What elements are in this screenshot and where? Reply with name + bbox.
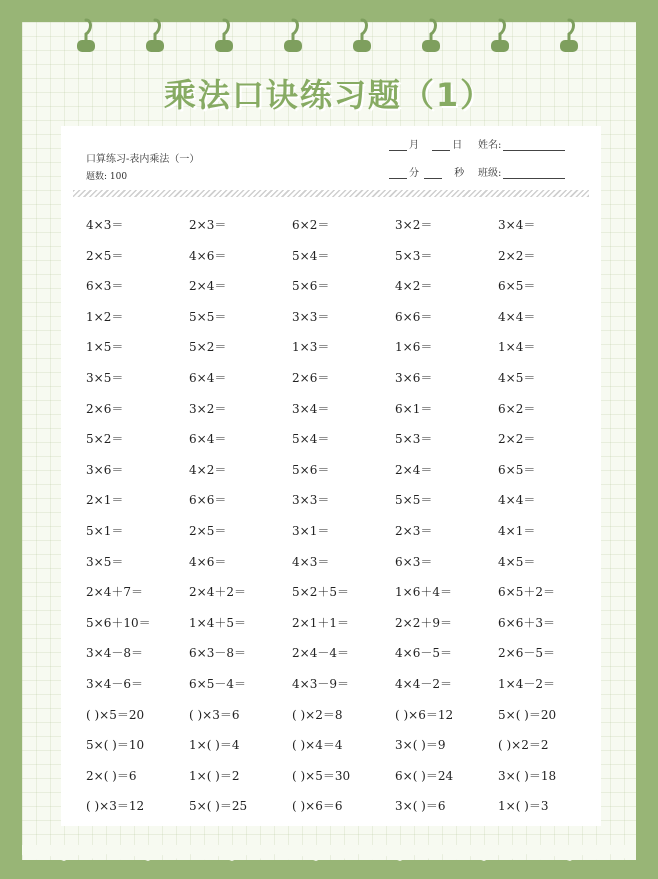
problem-cell: 1×( )＝2	[189, 768, 240, 783]
problem-cell: 4×6－5＝	[395, 646, 452, 661]
problem-cell: 3×6＝	[86, 462, 124, 477]
problem-cell: 3×4＝	[498, 218, 536, 232]
problem-cell: 3×1＝	[292, 523, 330, 538]
problem-cell: 3×4＝	[292, 401, 330, 416]
binder-ring-icon	[76, 18, 96, 56]
class-field	[478, 164, 567, 179]
problem-cell: 3×2＝	[189, 401, 227, 416]
problem-cell: 2×2＋9＝	[395, 615, 452, 630]
binder-ring-icon	[145, 18, 165, 56]
problem-cell: 1×6＋4＝	[395, 585, 452, 600]
problem-cell: ( )×4＝4	[292, 738, 343, 753]
problem-cell: 6×6＝	[189, 493, 227, 508]
problem-cell: 2×4＝	[189, 279, 227, 294]
problem-cell: 6×( )＝24	[395, 768, 454, 783]
class-label: 班级:	[478, 168, 502, 179]
problem-cell: 2×3＝	[395, 523, 433, 538]
problem-cell: 2×6＝	[86, 401, 124, 416]
problem-cell: 5×1＝	[86, 523, 124, 538]
problem-cell: 5×3＝	[395, 432, 433, 447]
problem-cell: 6×2＝	[292, 218, 330, 232]
binder-ring-icon	[490, 18, 510, 56]
problem-cell: 6×5＝	[498, 279, 536, 294]
worksheet-subtitle: 口算练习-表内乘法（一）	[86, 154, 200, 165]
problem-cell: 1×6＝	[395, 340, 433, 355]
problem-cell: 2×2＝	[498, 248, 536, 263]
problem-cell: 6×1＝	[395, 401, 433, 416]
problem-cell: 3×( )＝9	[395, 738, 446, 753]
problem-cell: 2×3＝	[189, 218, 227, 232]
problem-cell: 4×3＝	[292, 554, 330, 569]
month-label: 月	[409, 140, 419, 151]
problem-cell: 4×4－2＝	[395, 676, 452, 691]
problem-cell: 2×6－5＝	[498, 646, 555, 661]
problem-cell: 5×( )＝20	[498, 707, 557, 722]
date-field	[387, 136, 462, 151]
problem-cell: 5×6＋10＝	[86, 615, 151, 630]
problem-cell: 3×6＝	[395, 370, 433, 385]
problem-cell: ( )×3＝6	[189, 707, 240, 722]
page-title: 乘法口诀练习题（1）	[163, 76, 495, 114]
torn-paper-edge	[22, 845, 636, 863]
problem-cell: 5×3＝	[395, 248, 433, 263]
problem-cell: 4×1＝	[498, 523, 536, 538]
hatched-divider	[73, 190, 589, 197]
problem-cell: 6×3＝	[86, 279, 124, 294]
problem-cell: 3×2＝	[395, 218, 433, 232]
problem-cell: 5×5＝	[189, 309, 227, 324]
problem-cell: 4×6＝	[189, 554, 227, 569]
problem-cell: 6×3＝	[395, 554, 433, 569]
problem-cell: ( )×2＝2	[498, 738, 549, 753]
problem-cell: 1×2＝	[86, 309, 124, 324]
problem-cell: 4×4＝	[498, 309, 536, 324]
problem-cell: 5×6＝	[292, 279, 330, 294]
problem-cell: 6×6＝	[395, 309, 433, 324]
problem-cell: ( )×6＝6	[292, 799, 343, 814]
problem-cell: 4×6＝	[189, 248, 227, 263]
name-label: 姓名:	[478, 140, 502, 151]
problem-cell: 6×5－4＝	[189, 676, 246, 691]
problem-cell: 3×5＝	[86, 554, 124, 569]
problem-cell: 2×5＝	[189, 523, 227, 538]
time-field	[387, 164, 464, 179]
problem-cell: 1×4＝	[498, 340, 536, 355]
problem-cell: 2×4＋2＝	[189, 585, 246, 600]
problem-cell: 1×5＝	[86, 340, 124, 355]
problem-cell: 2×4＋7＝	[86, 585, 143, 600]
problem-cell: 4×5＝	[498, 370, 536, 385]
question-count: 题数: 100	[86, 172, 128, 182]
problem-cell: 6×5＝	[498, 462, 536, 477]
problem-cell: 3×3＝	[292, 309, 330, 324]
problem-cell: 1×( )＝4	[189, 738, 240, 753]
problem-cell: 5×4＝	[292, 248, 330, 263]
worksheet	[61, 126, 601, 826]
problem-cell: 1×4－2＝	[498, 676, 555, 691]
problem-cell: 3×4－6＝	[86, 676, 143, 691]
problem-cell: 2×( )＝6	[86, 768, 137, 783]
problem-cell: 5×2＋5＝	[292, 585, 349, 600]
problem-cell: 1×3＝	[292, 340, 330, 355]
problem-cell: 5×6＝	[292, 462, 330, 477]
problem-cell: 6×6＋3＝	[498, 615, 555, 630]
problem-cell: 6×4＝	[189, 432, 227, 447]
problem-cell: 2×4－4＝	[292, 646, 349, 661]
problem-cell: 2×1＋1＝	[292, 615, 349, 630]
binder-ring-icon	[283, 18, 303, 56]
problem-cell: 4×2＝	[189, 462, 227, 477]
problem-cell: 5×5＝	[395, 493, 433, 508]
problem-cell: 4×3－9＝	[292, 676, 349, 691]
problem-cell: ( )×5＝20	[86, 707, 145, 722]
problem-cell: 1×4＋5＝	[189, 615, 246, 630]
problem-cell: 4×3＝	[86, 218, 124, 232]
problem-cell: 3×( )＝6	[395, 799, 446, 814]
problem-cell: 5×2＝	[86, 432, 124, 447]
problem-cell: 6×3－8＝	[189, 646, 246, 661]
binder-ring-icon	[352, 18, 372, 56]
problem-cell: 2×6＝	[292, 370, 330, 385]
problem-cell: 5×4＝	[292, 432, 330, 447]
problem-cell: 5×2＝	[189, 340, 227, 355]
problem-cell: ( )×6＝12	[395, 707, 454, 722]
minute-label: 分	[409, 168, 419, 179]
problem-cell: 3×( )＝18	[498, 768, 557, 783]
problem-cell: 3×4－8＝	[86, 646, 143, 661]
problem-cell: ( )×3＝12	[86, 799, 145, 814]
second-label: 秒	[454, 168, 465, 179]
problem-cell: 4×5＝	[498, 554, 536, 569]
problem-cell: 4×2＝	[395, 279, 433, 294]
problem-cell: 2×2＝	[498, 432, 536, 447]
binder-ring-icon	[214, 18, 234, 56]
problem-cell: ( )×2＝8	[292, 707, 343, 722]
problem-cell: 2×4＝	[395, 462, 433, 477]
day-label: 日	[452, 140, 463, 151]
problem-cell: 5×( )＝10	[86, 738, 145, 753]
problem-cell: ( )×5＝30	[292, 768, 351, 783]
problem-cell: 5×( )＝25	[189, 799, 248, 814]
problem-cell: 6×5＋2＝	[498, 585, 555, 600]
problem-cell: 3×5＝	[86, 370, 124, 385]
problem-cell: 6×4＝	[189, 370, 227, 385]
problem-cell: 2×5＝	[86, 248, 124, 263]
problem-cell: 4×4＝	[498, 493, 536, 508]
problem-cell: 1×( )＝3	[498, 799, 549, 814]
problem-grid	[86, 216, 601, 828]
problem-cell: 6×2＝	[498, 401, 536, 416]
name-field	[478, 136, 567, 151]
binder-ring-icon	[421, 18, 441, 56]
binder-ring-icon	[559, 18, 579, 56]
problem-cell: 3×3＝	[292, 493, 330, 508]
problem-cell: 2×1＝	[86, 493, 124, 508]
